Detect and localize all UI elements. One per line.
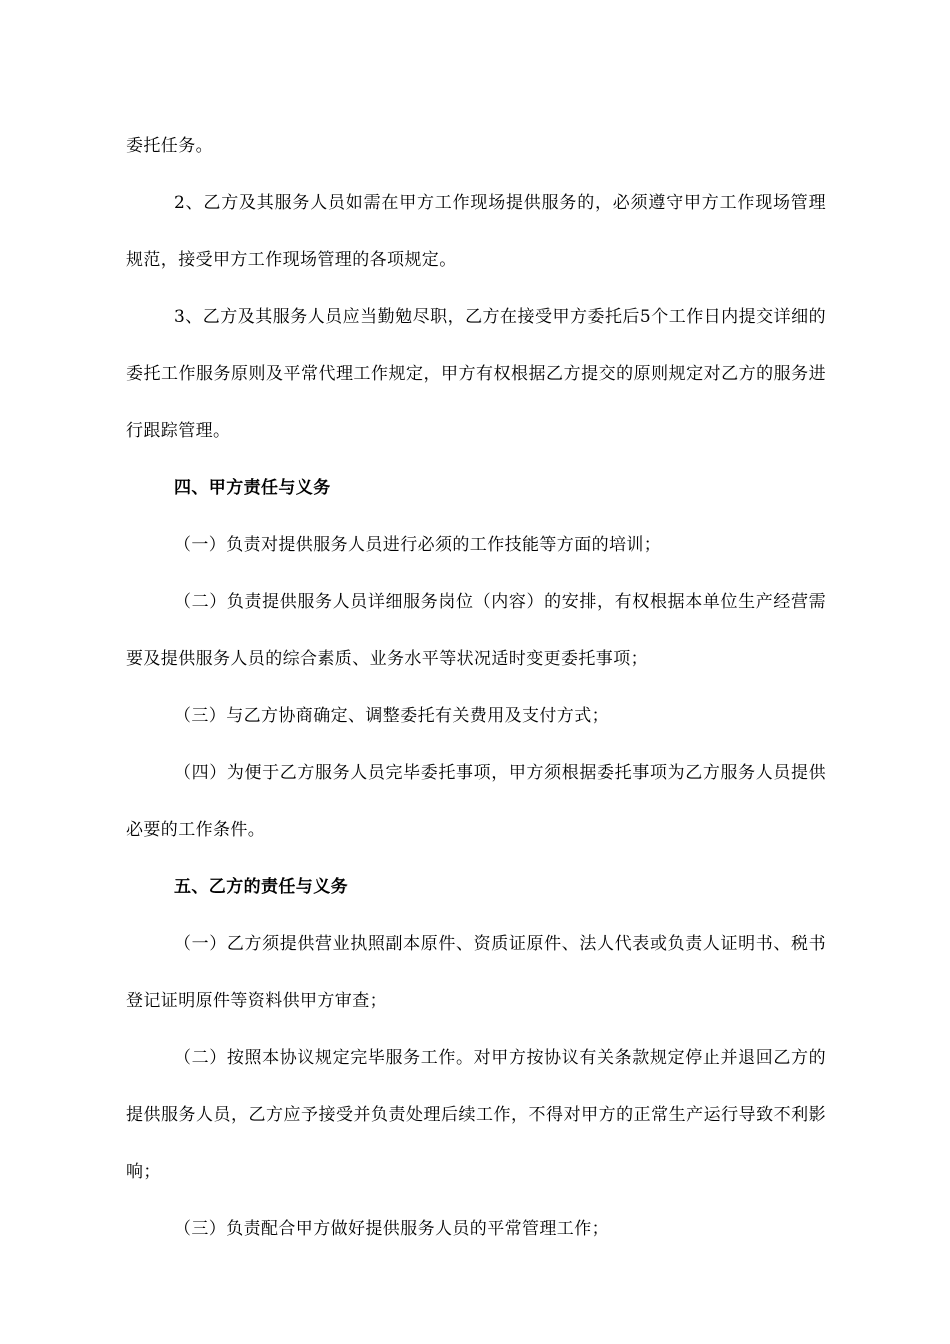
paragraph-party-b-item-3: （三）负责配合甲方做好提供服务人员的平常管理工作；: [174, 1219, 609, 1239]
paragraph-party-a-item-2: （二）负责提供服务人员详细服务岗位（内容）的安排，有权根据本单位生产经营需要及提供服务人员的综合素质、业务水平等状况适时变更委托事项；: [126, 592, 826, 669]
paragraph-party-b-item-1: （一）乙方须提供营业执照副本原件、资质证原件、法人代表或负责人证明书、税书登记证明原件等资料供甲方审查；: [126, 934, 826, 1011]
paragraph-party-b-item-2: （二）按照本协议规定完毕服务工作。对甲方按协议有关条款规定停止并退回乙方的提供服务人员，乙方应予接受并负责处理后续工作，不得对甲方的正常生产运行导致不利影响；: [126, 1048, 826, 1182]
paragraph-party-a-item-4: （四）为便于乙方服务人员完毕委托事项，甲方须根据委托事项为乙方服务人员提供必要的工作条件。: [126, 763, 826, 840]
paragraph-clause-2: 2、乙方及其服务人员如需在甲方工作现场提供服务的，必须遵守甲方工作现场管理规范，接受甲方工作现场管理的各项规定。: [126, 193, 826, 270]
paragraph-party-a-item-3: （三）与乙方协商确定、调整委托有关费用及支付方式；: [174, 706, 609, 726]
section-heading-5: 五、乙方的责任与义务: [174, 877, 348, 897]
paragraph-clause-3: 3、乙方及其服务人员应当勤勉尽职，乙方在接受甲方委托后5个工作日内提交详细的委托工作服务原则及平常代理工作规定，甲方有权根据乙方提交的原则规定对乙方的服务进行跟踪管理。: [126, 307, 826, 441]
paragraph-continuation: 委托任务。: [126, 136, 213, 156]
section-heading-4: 四、甲方责任与义务: [174, 478, 331, 498]
document-body: [126, 118, 826, 1258]
paragraph-party-a-item-1: （一）负责对提供服务人员进行必须的工作技能等方面的培训；: [174, 535, 662, 555]
